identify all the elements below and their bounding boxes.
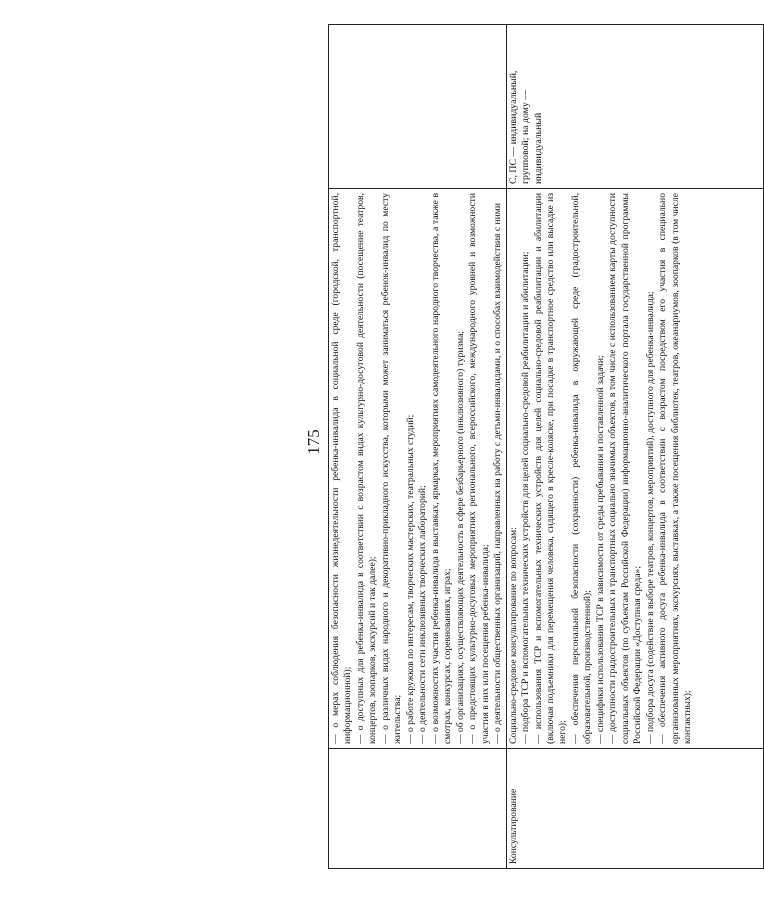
services-table <box>328 24 764 869</box>
content-line: — о доступных для ребенка-инвалида в соответствии с возрастом видах культурно-досуговой деятельности (посещение театров, концертов, зоопарков, экскурсий и так далее); <box>354 193 379 744</box>
content-line: — о различных видах народного и декоративно-прикладного искусства, которыми может заниматься ребенок-инвалид по месту жительства; <box>379 193 404 744</box>
content-line: — доступности градостроительных и транспортных социально значимых объектов, в том числе с использованием карты доступности социальных объектов (по субъектам Российской Федерации) информационно-аналитического портала государственной программы Российской Федерации «Доступная среда»; <box>607 193 644 744</box>
content-line: — о деятельности сети инклюзивных творческих лабораторий; <box>417 485 429 744</box>
content-cell <box>329 189 507 749</box>
content-line: — обеспечения активного досуга ребенка-инвалида в соответствии с возрастом посредством его участия в специально организованных мероприятиях, экскурсиях, выставках, а также посещения библиотек, театров, океанариумов, зоопарков (в том числе контактных); <box>657 193 694 744</box>
content-line: — об организациях, осуществляющих деятельность в сфере безбарьерного (инклюзивного) туризма; <box>454 330 466 744</box>
page-number: 175 <box>303 429 323 455</box>
content-line: — о мерах соблюдения безопасности жизнедеятельности ребенка-инвалида в социальной среде (городской, транспортной, информационной); <box>330 193 354 744</box>
service-cell <box>329 749 507 869</box>
table-row <box>506 25 763 869</box>
content-line: Социально-средовое консультирование по вопросам: <box>507 527 519 744</box>
form-cell: С, ПС — индивидуальный, групповой; на дому — индивидуальный <box>506 25 763 189</box>
content-line: — подбора ТСР и вспомогательных технических устройств для целей социально-средовой реабилитации и абилитации; <box>520 251 532 744</box>
content-line: — о работе кружков по интересам, творческих мастерских, театральных студий; <box>404 414 416 744</box>
content-line: — использования ТСР и вспомогательных технических устройств для целей социально-средовой реабилитации и абилитации (включая подъемники для перемещения человека, сидящего в кресле-коляске, при посадке в транспортное средство или высадке из него); <box>532 193 569 744</box>
content-line: — обеспечения персональной безопасности (сохранности) ребенка-инвалида в окружающей среде (градостроительной, образовательной, производственной); <box>569 193 594 744</box>
content-line: — подбора досуга (содействие в выборе театров, концертов, мероприятий), доступного для ребенка-инвалида; <box>644 291 656 744</box>
form-cell <box>329 25 507 189</box>
content-line: — специфики использования ТСР в зависимости от среды пребывания и поставленной задачи; <box>594 355 606 744</box>
content-line: — о предстоящих культурно-досуговых мероприятиях регионального, всероссийского, международного уровней и возможности участия в них или посещения ребенка-инвалида; <box>467 193 491 744</box>
service-cell: Консультирование <box>506 749 763 869</box>
content-line: — о возможностях участия ребенка-инвалида в выставках, ярмарках, мероприятиях самодеятельного народного творчества, а также в смотрах, конкурсах, соревнованиях, играх; <box>429 193 454 744</box>
content-cell <box>506 189 763 749</box>
table-row <box>329 25 507 869</box>
content-line: — о деятельности общественных организаций, направленных на работу с детьми-инвалидами, и о способах взаимодействия с ними <box>492 203 504 744</box>
